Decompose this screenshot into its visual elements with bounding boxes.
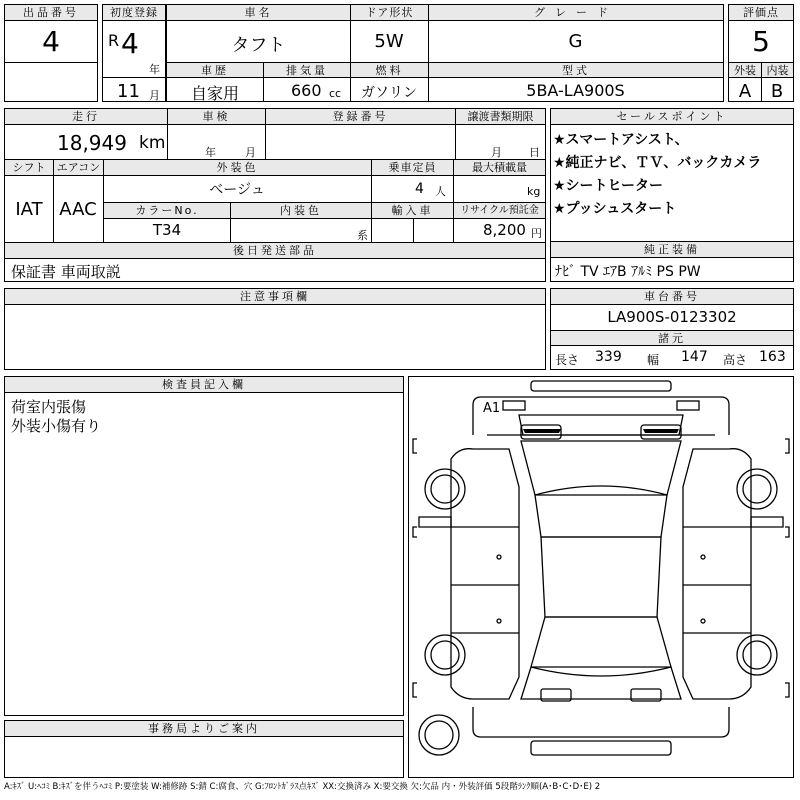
first-registration-box <box>102 4 166 102</box>
shift-header: シフト <box>5 160 53 176</box>
office-info-header: 事務局よりご案内 <box>5 721 403 737</box>
inspector-notes-box <box>4 376 404 716</box>
equipment-box <box>550 241 794 282</box>
inspector-note-1: 荷室内張傷 <box>11 398 87 416</box>
load-unit: kg <box>527 185 541 198</box>
length-label: 長さ <box>555 353 580 367</box>
car-body-diagram <box>409 377 793 777</box>
sales-point-2: ★純正ナビ、ＴＶ、バックカメラ <box>553 155 762 171</box>
lot-number-box <box>4 4 98 102</box>
height-value: 163 <box>759 349 786 365</box>
displacement-header: 排気量 <box>263 62 350 78</box>
shift-value: IAT <box>15 199 43 220</box>
inspector-notes-header: 検査員記入欄 <box>5 377 403 393</box>
inspector-note-2: 外装小傷有り <box>11 417 102 435</box>
max-load-header: 最大積載量 <box>453 160 545 176</box>
sales-point-4: ★プッシュスタート <box>553 201 677 217</box>
ext-color-header: 外装色 <box>103 160 371 176</box>
int-color-unit: 系 <box>357 229 368 242</box>
displacement-value: 660 <box>291 81 322 100</box>
length-value: 339 <box>595 349 622 365</box>
vehicle-info-box <box>166 4 724 102</box>
reg-no-header: 登録番号 <box>265 109 455 125</box>
notes-box <box>4 288 546 370</box>
exterior-header: 外装 <box>729 62 761 78</box>
capacity-unit: 人 <box>435 185 446 198</box>
sales-points-header: セールスポイント <box>551 109 793 125</box>
fuel-value: ガソリン <box>361 85 417 101</box>
sales-point-3: ★シートヒーター <box>553 178 663 194</box>
width-label: 幅 <box>647 353 660 367</box>
interior-header: 内装 <box>761 62 793 78</box>
door-value: 5W <box>374 31 404 52</box>
era-label: R <box>108 31 120 50</box>
chassis-box <box>550 288 794 370</box>
specs-header: 諸元 <box>551 330 793 346</box>
color-no-value: T34 <box>152 221 182 239</box>
registration-year: 4 <box>121 27 139 60</box>
doc-deadline-header: 譲渡書類期限 <box>455 109 545 125</box>
ext-color-value: ベージュ <box>209 182 265 198</box>
score-box <box>728 4 794 102</box>
recycle-value: 8,200 <box>483 221 526 239</box>
equipment-header: 純正装備 <box>551 242 793 258</box>
car-name-value: タフト <box>231 35 286 56</box>
doc-day-unit: 日 <box>529 146 540 159</box>
lot-number-value: 4 <box>42 25 60 58</box>
aircon-header: エアコン <box>53 160 103 176</box>
exterior-score: A <box>738 81 752 102</box>
year-unit: 年 <box>149 63 160 76</box>
height-label: 高さ <box>723 353 748 367</box>
grade-header: グレード <box>428 5 723 21</box>
capacity-header: 乗車定員 <box>371 160 453 176</box>
damage-mark-front-bumper: A1 <box>483 401 501 416</box>
score-header: 評価点 <box>729 5 793 21</box>
int-color-header: 内装色 <box>230 203 371 219</box>
fuel-header: 燃料 <box>350 62 428 78</box>
import-header: 輸入車 <box>371 203 453 219</box>
chassis-value: LA900S-0123302 <box>607 308 737 326</box>
office-info-box <box>4 720 404 778</box>
inspection-header: 車検 <box>167 109 265 125</box>
month-unit: 月 <box>149 89 160 102</box>
car-name-header: 車名 <box>167 5 350 21</box>
damage-diagram-box <box>408 376 794 778</box>
registration-month: 11 <box>117 81 140 102</box>
model-header: 型式 <box>428 62 723 78</box>
inspection-month-unit: 月 <box>245 146 256 159</box>
inspection-year-unit: 年 <box>205 146 216 159</box>
width-value: 147 <box>681 349 708 365</box>
recycle-unit: 円 <box>531 227 542 240</box>
score-value: 5 <box>752 25 770 58</box>
legend-text: A:ｷｽﾞ U:ﾍｺﾐ B:ｷｽﾞを伴うﾍｺﾐ P:要塗装 W:補修跡 S:錆 C:腐食、穴 G:ﾌﾛﾝﾄｶﾞﾗｽ点ｷｽﾞ XX:交換済み X:要交換 欠:欠品 内・外装評価 5段階ﾗﾝｸ順(A･B･C･D･E) 2 <box>4 782 601 792</box>
chassis-header: 車台番号 <box>551 289 793 305</box>
recycle-header: リサイクル預託金 <box>453 203 545 219</box>
sales-point-1: ★スマートアシスト、 <box>553 132 689 148</box>
mileage-value: 18,949 <box>57 131 127 155</box>
later-parts-header: 後日発送部品 <box>5 243 545 259</box>
displacement-unit: cc <box>329 87 342 100</box>
first-registration-header: 初度登録 <box>103 5 165 21</box>
door-header: ドア形状 <box>350 5 428 21</box>
history-value: 自家用 <box>190 84 239 103</box>
interior-score: B <box>770 81 784 102</box>
color-no-header: カラーNo. <box>104 203 230 219</box>
equipment-value: ﾅﾋﾞ TV ｴｱB ｱﾙﾐ PS PW <box>555 264 701 280</box>
aircon-value: AAC <box>59 199 97 220</box>
history-header: 車歴 <box>167 62 263 78</box>
grade-value: G <box>568 31 583 52</box>
mileage-header: 走行 <box>5 109 167 125</box>
sales-points-box <box>550 108 794 242</box>
later-parts-value: 保証書 車両取説 <box>11 263 121 281</box>
details-box <box>4 108 546 282</box>
model-value: 5BA-LA900S <box>526 81 625 100</box>
doc-month-unit: 月 <box>491 146 502 159</box>
notes-header: 注意事項欄 <box>5 289 545 305</box>
capacity-value: 4 <box>415 181 424 197</box>
lot-number-header: 出品番号 <box>5 5 97 21</box>
mileage-unit: km <box>139 133 166 153</box>
